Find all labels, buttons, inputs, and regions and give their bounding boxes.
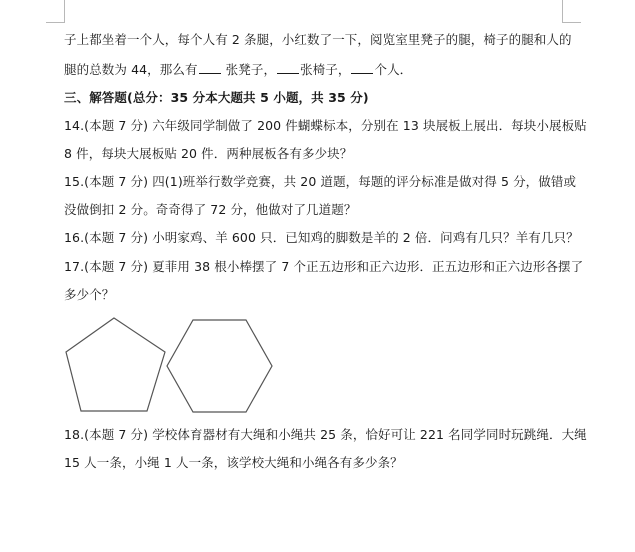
question-17-line-2: 多少个？ — [64, 287, 115, 302]
answer-blank-2 — [277, 61, 299, 74]
hexagon-shape — [167, 320, 272, 412]
question-14-line-1: 14.(本题 7 分) 六年级同学制做了 200 件蝴蝶标本，分别在 13 块展板上展出．每块小展板贴 — [64, 118, 587, 133]
crop-mark-right — [562, 0, 581, 23]
intro-line-2-suffix: 个人． — [374, 62, 413, 77]
polygon-figure — [60, 312, 280, 416]
question-15-line-1: 15.(本题 7 分) 四(1)班举行数学竞赛，共 20 道题，每题的评分标准是做对得 5 分，做错或 — [64, 174, 577, 189]
intro-line-2 — [64, 61, 412, 78]
pentagon-shape — [66, 318, 165, 411]
question-16-line-1: 16.(本题 7 分) 小明家鸡、羊 600 只．已知鸡的脚数是羊的 2 倍．问鸡有几只？羊有几只？ — [64, 230, 579, 245]
answer-blank-3 — [351, 61, 373, 74]
intro-line-2-mid2: 张椅子， — [300, 62, 351, 77]
intro-line-2-prefix: 腿的总数为 44，那么有 — [64, 62, 198, 77]
question-18-line-2: 15 人一条，小绳 1 人一条，该学校大绳和小绳各有多少条？ — [64, 455, 403, 470]
intro-line-1: 子上都坐着一个人，每个人有 2 条腿，小红数了一下，阅览室里凳子的腿，椅子的腿和人的 — [64, 32, 572, 47]
crop-mark-left — [46, 0, 65, 23]
question-18-line-1: 18.(本题 7 分) 学校体育器材有大绳和小绳共 25 条，恰好可让 221 名同学同时玩跳绳．大绳 — [64, 427, 587, 442]
answer-blank-1 — [199, 61, 221, 74]
question-17-line-1: 17.(本题 7 分) 夏菲用 38 根小棒摆了 7 个正五边形和正六边形．正五边形和正六边形各摆了 — [64, 259, 584, 274]
question-15-line-2: 没做倒扣 2 分。奇奇得了 72 分，他做对了几道题？ — [64, 202, 357, 217]
question-14-line-2: 8 件，每块大展板贴 20 件．两种展板各有多少块？ — [64, 146, 353, 161]
section-heading: 三、解答题(总分：35 分本大题共 5 小题，共 35 分) — [64, 90, 369, 105]
intro-line-2-mid1: 张凳子， — [221, 62, 277, 77]
